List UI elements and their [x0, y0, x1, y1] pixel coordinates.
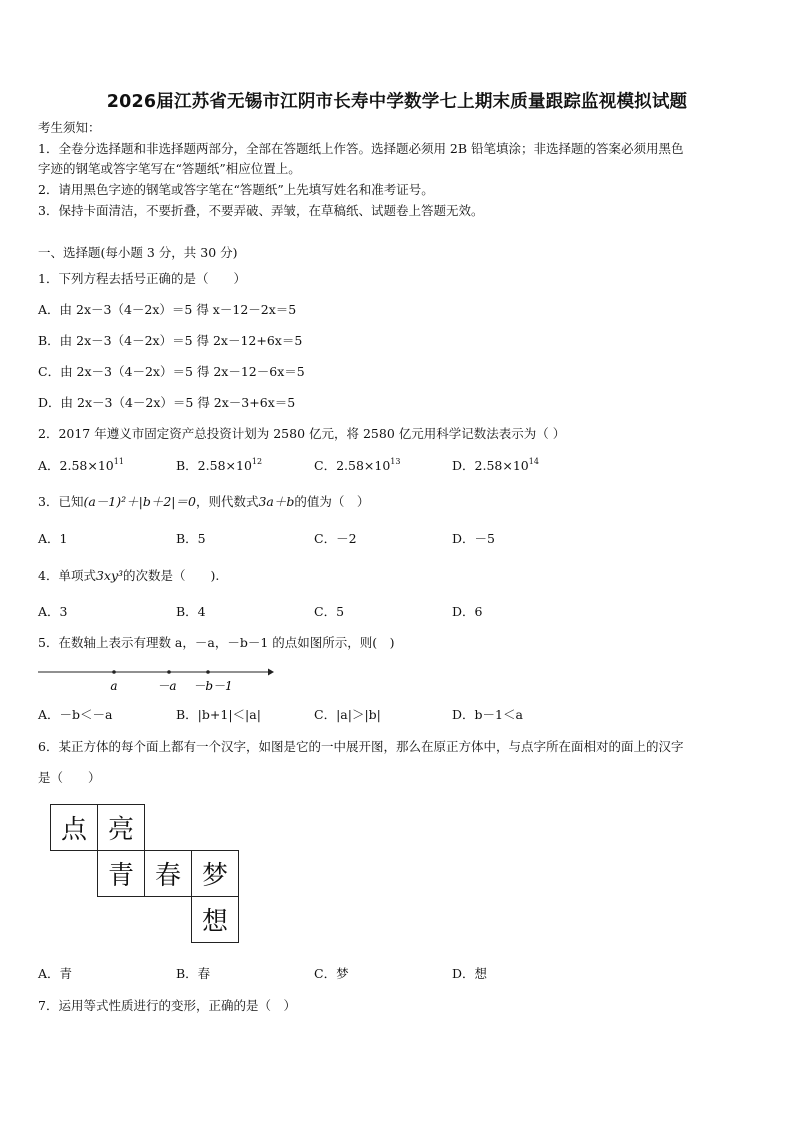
q3-option-b: B．5 [176, 531, 206, 546]
q1-stem: 1．下列方程去括号正确的是（ ） [38, 271, 246, 286]
q5-option-b: B．|b+1|＜|a| [176, 707, 261, 722]
q7-stem: 7．运用等式性质进行的变形，正确的是（ ） [38, 998, 296, 1013]
q6-stem: 6．某正方体的每个面上都有一个汉字，如图是它的一中展开图，那么在原正方体中，与点字所在面相对的面上的汉字 [38, 739, 684, 754]
notice-item-2: 2．请用黑色字迹的钢笔或答字笔在“答题纸”上先填写姓名和准考证号。 [38, 182, 434, 197]
notice-item-1: 1．全卷分选择题和非选择题两部分，全部在答题纸上作答。选择题必须用 2B 铅笔填涂；非选择题的答案必须用黑色 [38, 141, 684, 156]
notice-heading: 考生须知： [38, 120, 101, 135]
section-heading: 一、选择题(每小题 3 分，共 30 分) [38, 245, 238, 260]
label-a: a [110, 679, 118, 693]
q4-option-d: D．6 [452, 604, 483, 619]
q1-option-b: B．由 2x－3（4－2x）＝5 得 2x－12+6x＝5 [38, 333, 303, 348]
cube-net-figure [50, 804, 250, 954]
q2-stem: 2．2017 年遵义市固定资产总投资计划为 2580 亿元，将 2580 亿元用科学记数法表示为（ ） [38, 426, 566, 441]
point-neg-a [167, 670, 171, 674]
q2-option-c: C．$2.58\times 10^{13}$ [314, 456, 401, 473]
q6-option-c: C．梦 [314, 966, 349, 981]
q3-option-d: D．－5 [452, 531, 495, 546]
q6-option-b: B．春 [176, 966, 211, 981]
net-cell-3: 青 [97, 850, 145, 897]
q2-option-b: B．$2.58\times 10^{12}$ [176, 456, 263, 473]
q5-option-c: C．|a|＞|b| [314, 707, 381, 722]
q3-stem: 3．已知(a－1)²＋|b＋2|＝0，则代数式3a＋b的值为（ ） [38, 494, 370, 509]
q4-option-b: B．4 [176, 604, 206, 619]
point-neg-b-minus-1 [206, 670, 210, 674]
label-neg-b-minus-1: －b－1 [193, 679, 233, 693]
q3-option-a: A．1 [38, 531, 68, 546]
net-cell-2: 亮 [97, 804, 145, 851]
q4-option-a: A．3 [38, 604, 68, 619]
q5-option-d: D．b－1＜a [452, 707, 523, 722]
q2-option-a: A．$2.58\times 10^{11}$ [38, 456, 124, 473]
q3-option-c: C．－2 [314, 531, 357, 546]
q1-option-a: A．由 2x－3（4－2x）＝5 得 x－12－2x＝5 [38, 302, 297, 317]
q6-option-a: A．青 [38, 966, 73, 981]
notice-item-3: 3．保持卡面清洁，不要折叠，不要弄破、弄皱，在草稿纸、试题卷上答题无效。 [38, 203, 484, 218]
net-cell-1: 点 [50, 804, 98, 851]
point-a [112, 670, 116, 674]
net-cell-5: 梦 [191, 850, 239, 897]
q1-option-c: C．由 2x－3（4－2x）＝5 得 2x－12－6x＝5 [38, 364, 305, 379]
label-neg-a: －a [157, 679, 177, 693]
q1-option-d: D．由 2x－3（4－2x）＝5 得 2x－3+6x＝5 [38, 395, 296, 410]
q6-stem-cont: 是（ ） [38, 770, 101, 785]
q4-stem: 4．单项式3xy³的次数是（ ). [38, 568, 220, 583]
q6-option-d: D．想 [452, 966, 488, 981]
page-title: 2026届江苏省无锡市江阴市长寿中学数学七上期末质量跟踪监视模拟试题 [106, 92, 688, 112]
net-cell-4: 春 [144, 850, 192, 897]
q2-option-d: D．$2.58\times 10^{14}$ [452, 456, 539, 473]
q5-stem: 5．在数轴上表示有理数 a，－a，－b－1 的点如图所示，则( ) [38, 635, 395, 650]
number-line-figure [38, 664, 274, 696]
notice-item-1-cont: 字迹的钢笔或答字笔写在“答题纸”相应位置上。 [38, 161, 301, 176]
q4-option-c: C．5 [314, 604, 345, 619]
number-line-arrow [268, 669, 274, 676]
q5-option-a: A．－b＜－a [38, 707, 113, 722]
net-cell-6: 想 [191, 896, 239, 943]
